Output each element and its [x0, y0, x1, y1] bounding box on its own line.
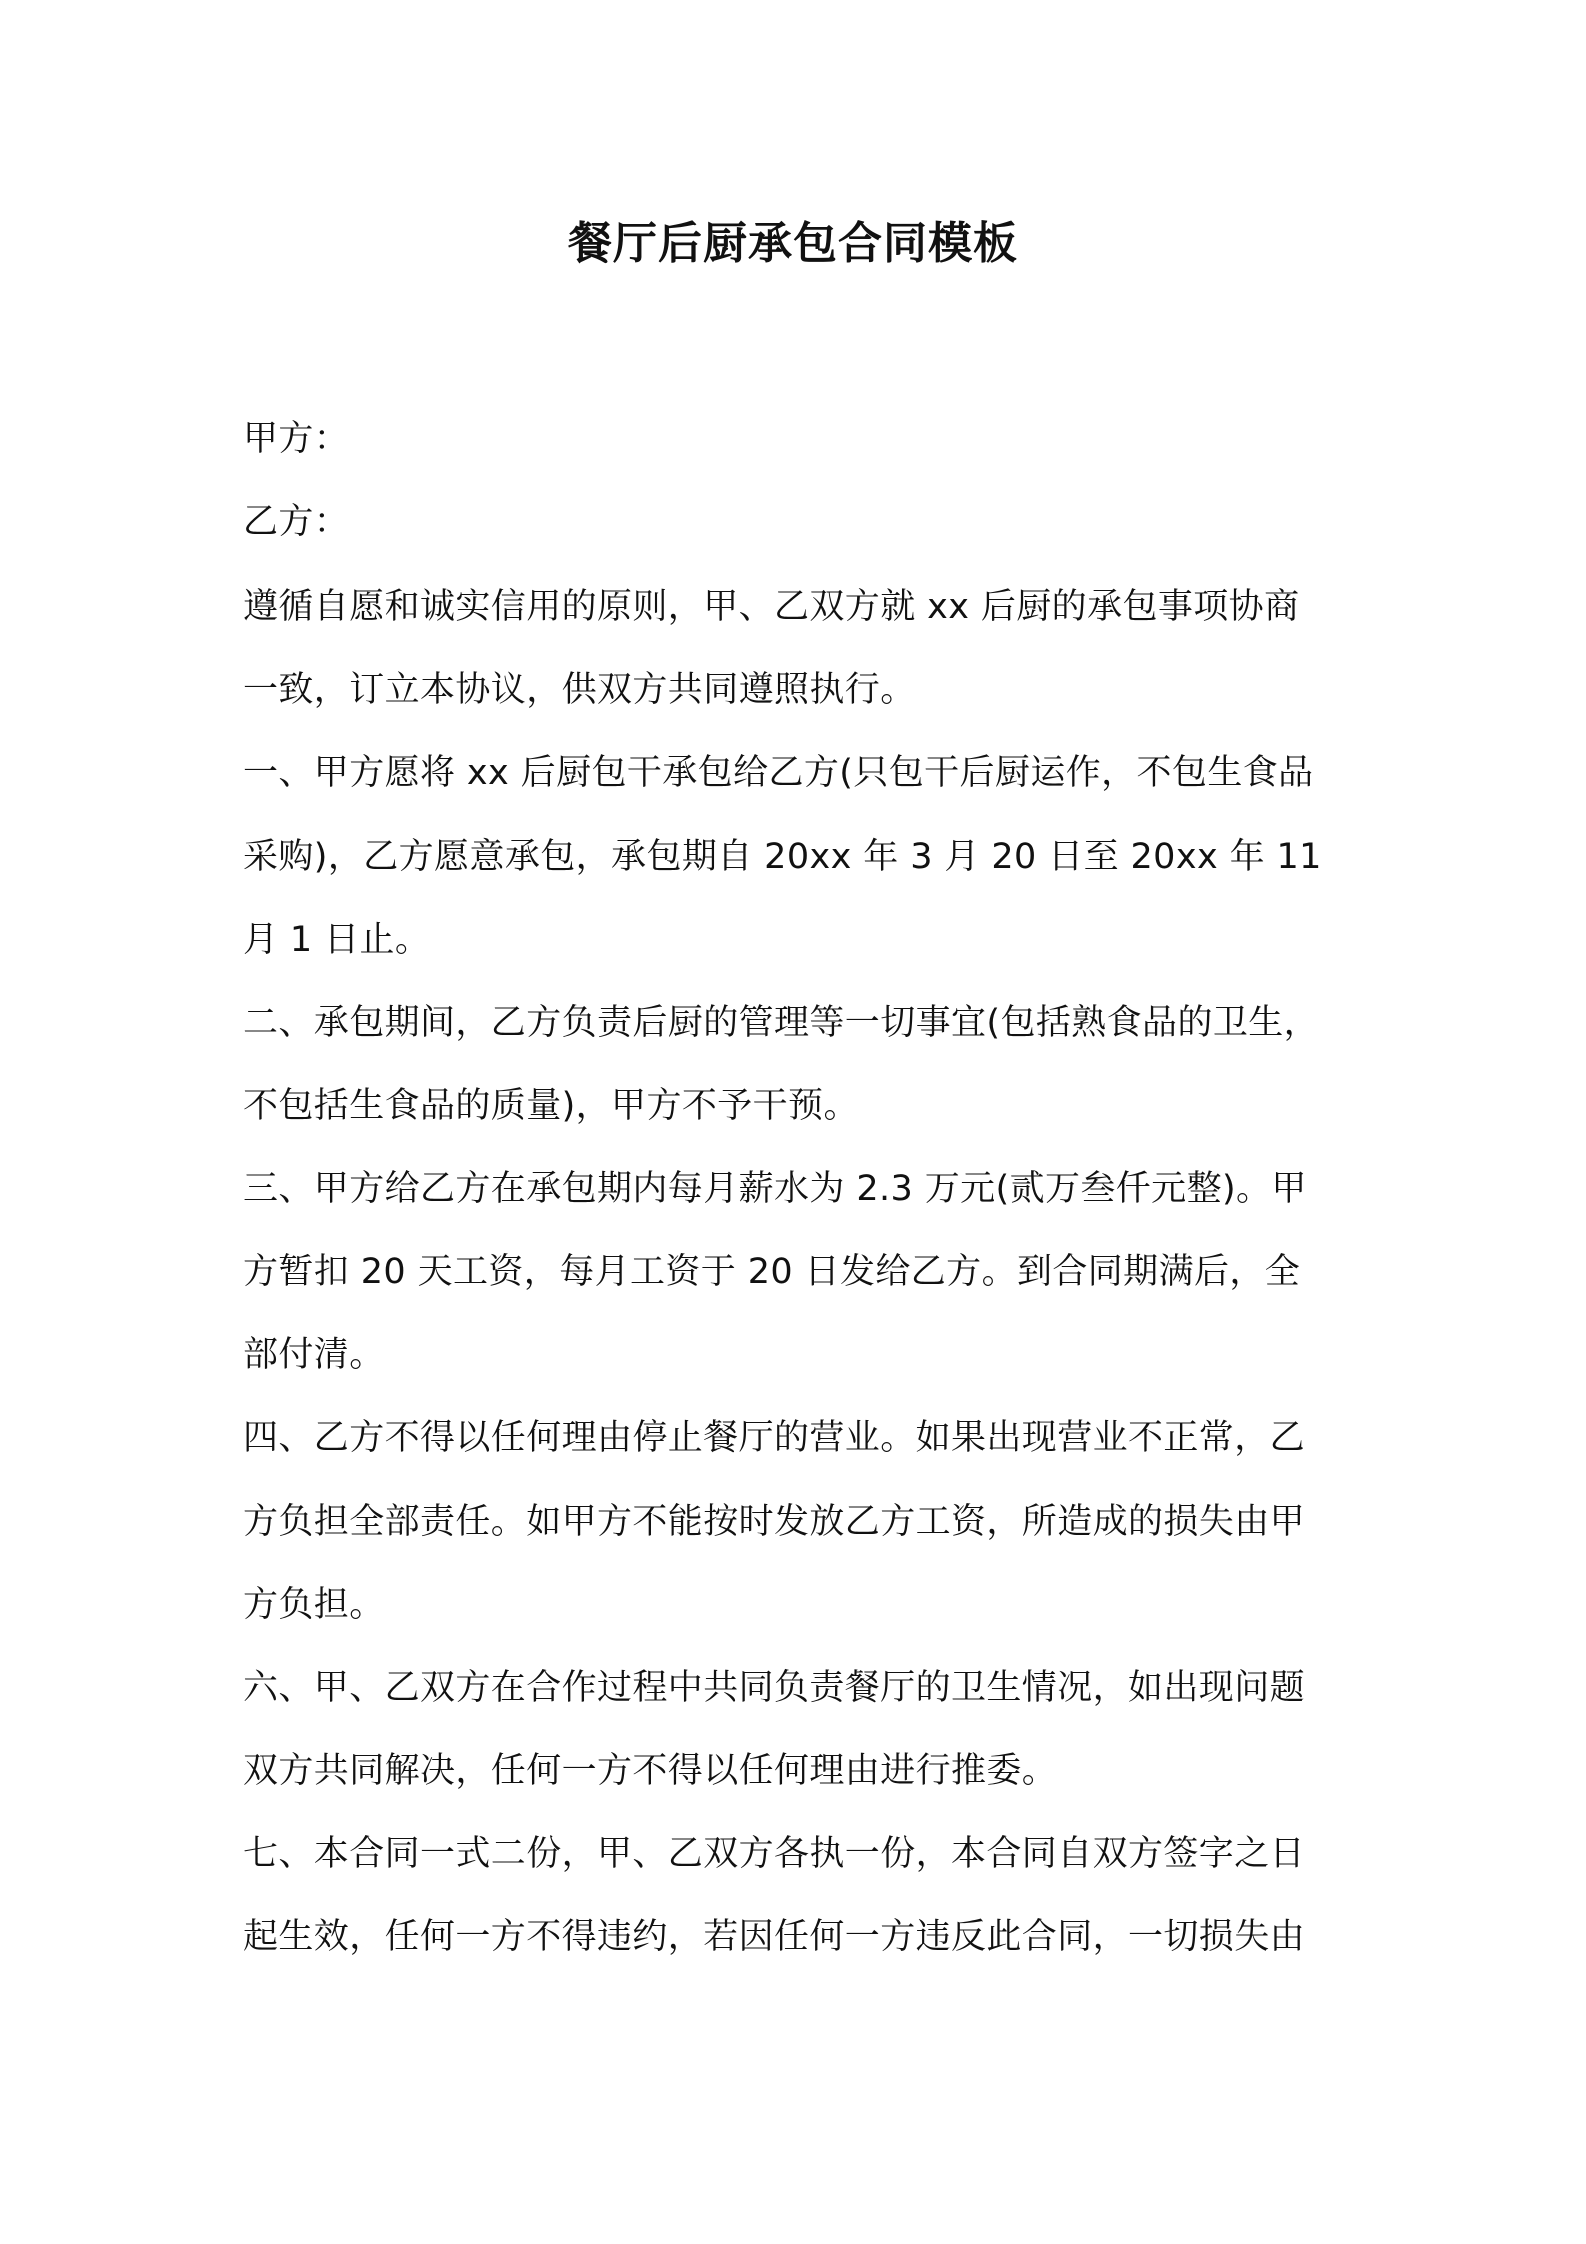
paragraph-line: 双方共同解决，任何一方不得以任何理由进行推委。 — [243, 1751, 1058, 1791]
party-b-label: 乙方： — [243, 502, 350, 542]
paragraph-line: 二、承包期间，乙方负责后厨的管理等一切事宜(包括熟食品的卫生， — [243, 1003, 1320, 1043]
paragraph-line: 一、甲方愿将 xx 后厨包干承包给乙方(只包干后厨运作，不包生食品 — [243, 753, 1314, 793]
paragraph-line: 月 1 日止。 — [243, 920, 431, 960]
paragraph-line: 遵循自愿和诚实信用的原则，甲、乙双方就 xx 后厨的承包事项协商 — [243, 587, 1300, 627]
paragraph-line: 不包括生食品的质量)，甲方不予干预。 — [243, 1086, 859, 1126]
paragraph-line: 三、甲方给乙方在承包期内每月薪水为 2.3 万元(贰万叁仟元整)。甲 — [243, 1169, 1307, 1209]
paragraph-line: 四、乙方不得以任何理由停止餐厅的营业。如果出现营业不正常，乙 — [243, 1418, 1306, 1458]
paragraph-line: 一致，订立本协议，供双方共同遵照执行。 — [243, 670, 916, 710]
document-title: 餐厅后厨承包合同模板 — [568, 218, 1018, 269]
paragraph-line: 方暂扣 20 天工资，每月工资于 20 日发给乙方。到合同期满后，全 — [243, 1252, 1301, 1292]
paragraph-line: 采购)，乙方愿意承包，承包期自 20xx 年 3 月 20 日至 20xx 年 11 — [243, 837, 1322, 877]
paragraph-line: 方负担全部责任。如甲方不能按时发放乙方工资，所造成的损失由甲 — [243, 1502, 1306, 1542]
paragraph-line: 起生效，任何一方不得违约，若因任何一方违反此合同，一切损失由 — [243, 1917, 1306, 1957]
party-a-label: 甲方： — [243, 419, 350, 459]
paragraph-line: 方负担。 — [243, 1585, 385, 1625]
paragraph-line: 六、甲、乙双方在合作过程中共同负责餐厅的卫生情况，如出现问题 — [243, 1668, 1306, 1708]
paragraph-line: 部付清。 — [243, 1335, 385, 1375]
paragraph-line: 七、本合同一式二份，甲、乙双方各执一份，本合同自双方签字之日 — [243, 1834, 1306, 1874]
